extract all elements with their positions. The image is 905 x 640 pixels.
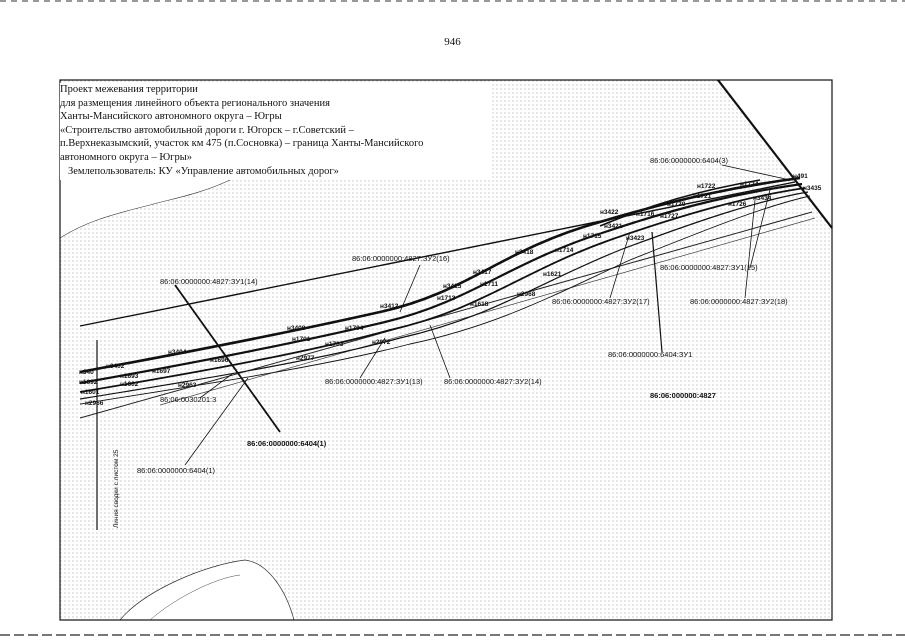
page-number: 946 [444, 36, 461, 48]
point-label: н2966 [85, 400, 104, 407]
point-label: н3434 [753, 195, 772, 202]
parcel-label: 86:06:000000:4827 [650, 391, 716, 400]
point-label: н1703 [325, 341, 344, 348]
point-label: н1720 [667, 201, 686, 208]
parcel-label: 86:06:0000000:4827:ЗУ1(14) [160, 277, 258, 286]
point-label: н1697 [152, 368, 171, 375]
point-label: н3417 [473, 269, 492, 276]
parcel-label: 86:06:0000000:4827:ЗУ2(18) [690, 297, 788, 306]
point-label: н1618 [470, 301, 489, 308]
point-label: н3415 [443, 283, 462, 290]
title-line: «Строительство автомобильной дороги г. Югорск – г.Советский – [60, 124, 354, 136]
point-label: н1724 [740, 181, 759, 188]
point-label: н1693 [120, 373, 139, 380]
point-label: н1726 [728, 201, 747, 208]
point-label: н1602 [120, 381, 139, 388]
point-label: н3435 [803, 185, 822, 192]
point-label: н1727 [660, 213, 679, 220]
point-label: н3421 [604, 223, 623, 230]
title-line: Проект межевания территории [60, 84, 198, 95]
point-label: н3402 [106, 363, 125, 370]
point-label: н2963 [178, 382, 197, 389]
parcel-label: 86:06:0030201:3 [160, 395, 217, 404]
point-label: н1692 [79, 379, 98, 386]
parcel-label: 86:06:0000000:4827:ЗУ1(15) [660, 263, 758, 272]
point-label: н3422 [600, 209, 619, 216]
point-label: н1701 [292, 336, 311, 343]
parcel-label: 86:06:0000000:6404(1) [137, 466, 215, 475]
point-label: н2968 [517, 291, 536, 298]
point-label: н3408 [287, 325, 306, 332]
parcel-label: 86:06:0000000:6404(3) [650, 156, 728, 165]
point-label: н1704 [345, 325, 364, 332]
point-label: н3418 [515, 249, 534, 256]
point-label: н1721 [693, 193, 712, 200]
point-label: н1711 [480, 281, 499, 288]
point-label: н1715 [583, 233, 602, 240]
land-user: Землепользователь: КУ «Управление автомобильных дорог» [68, 165, 339, 177]
parcel-label: 86:06:0000000:4827:ЗУ1(13) [325, 377, 423, 386]
title-line: Ханты-Мансийского автономного округа – Югры [60, 111, 282, 123]
point-label: н3404 [168, 349, 187, 356]
point-label: н1714 [555, 247, 574, 254]
point-label: н1601 [81, 389, 100, 396]
point-label: н1713 [437, 295, 456, 302]
parcel-label: 86:06:0000000:4827:ЗУ2(14) [444, 377, 542, 386]
point-label: н2977 [296, 355, 315, 362]
point-label: н3412 [380, 303, 399, 310]
parcel-label: 86:06:0000000:4827:ЗУ2(17) [552, 297, 650, 306]
point-label: н2972 [372, 339, 391, 346]
scan-edge-bottom [0, 634, 905, 636]
parcel-label: 86:06:0000000:4827:ЗУ2(16) [352, 254, 450, 263]
title-line: п.Верхнеказымский, участок км 475 (п.Сосновка) – граница Ханты-Мансийского [60, 138, 424, 150]
point-label: н1716 [636, 211, 655, 218]
point-label: н491 [793, 173, 808, 180]
parcel-label: 86:06:0000000:6404(1) [247, 439, 327, 448]
title-line: для размещения линейного объекта регионального значения [60, 97, 330, 109]
parcel-label: 86:06:0000000:6404:ЗУ1 [608, 350, 693, 359]
point-label: н340 [79, 369, 94, 376]
sheet-connection-label: Линия сводки с листом 25 [113, 449, 120, 528]
title-line: автономного округа – Югры» [60, 151, 192, 163]
point-label: н1722 [697, 183, 716, 190]
point-label: н1696 [210, 357, 229, 364]
point-label: н1621 [543, 271, 562, 278]
title-block [60, 83, 490, 180]
point-label: н3423 [626, 235, 645, 242]
